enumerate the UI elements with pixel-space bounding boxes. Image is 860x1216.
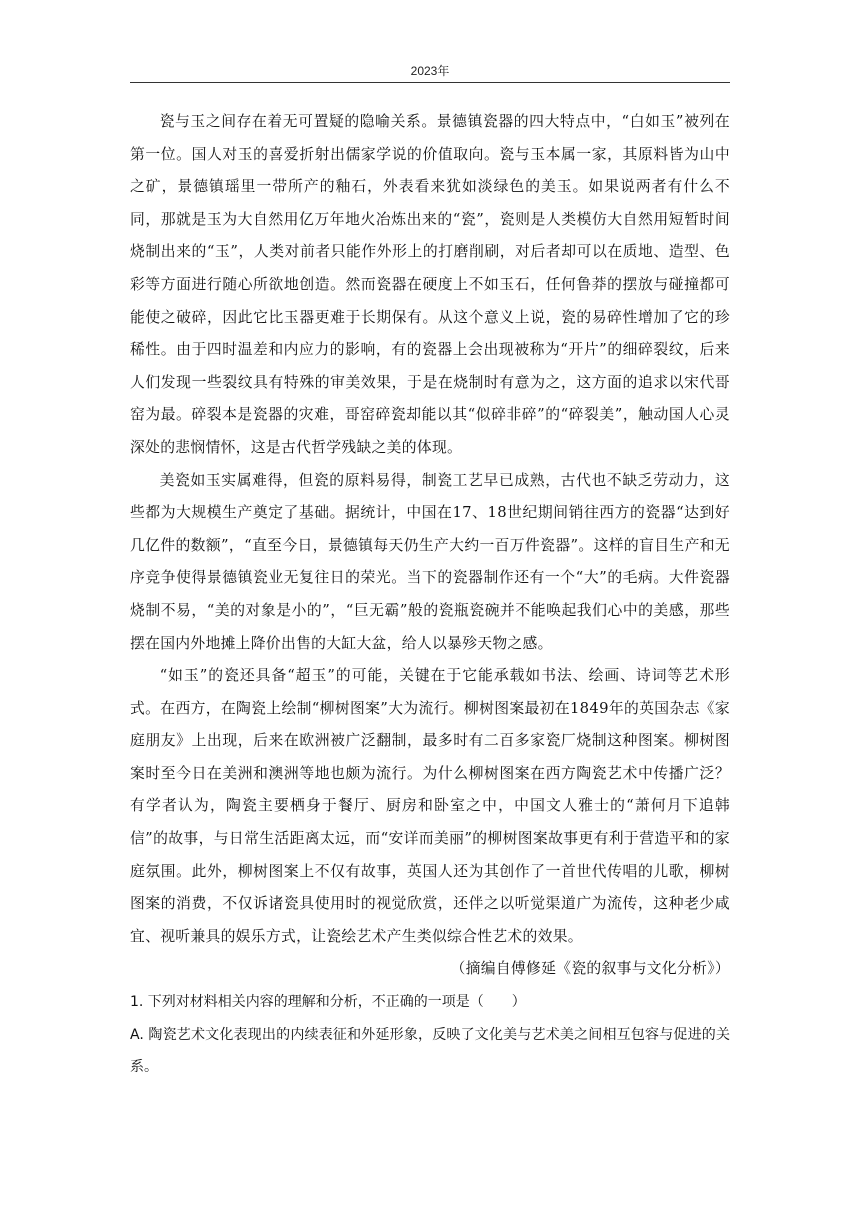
question-1-stem: 1. 下列对材料相关内容的理解和分析，不正确的一项是（ ） — [130, 994, 526, 1011]
passage-paragraph-2: 美瓷如玉实属难得，但瓷的原料易得，制瓷工艺早已成熟，古代也不缺乏劳动力，这些都为大规模生产奠定了基础。据统计，中国在17、18世纪期间销往西方的瓷器“达到好几亿件的数额”，“直至今日，景德镇每天仍生产大约一百万件瓷器”。这样的盲目生产和无序竞争使得景德镇瓷业无复往日的荣光。当下的瓷器制作还有一个“大”的毛病。大件瓷器烧制不易，“美的对象是小的”，“巨无霸”般的瓷瓶瓷碗并不能唤起我们心中的美感，那些摆在国内外地摊上降价出售的大缸大盆，给人以暴殄天物之感。 — [130, 471, 730, 652]
passage-paragraph-1: 瓷与玉之间存在着无可置疑的隐喻关系。景德镇瓷器的四大特点中，“白如玉”被列在第一位。国人对玉的喜爱折射出儒家学说的价值取向。瓷与玉本属一家，其原料皆为山中之矿，景德镇瑶里一带所产的釉石，外表看来犹如淡绿色的美玉。如果说两者有什么不同，那就是玉为大自然用亿万年地火冶炼出来的“瓷”，瓷则是人类模仿大自然用短暂时间烧制出来的“玉”，人类对前者只能作外形上的打磨削刷，对后者却可以在质地、造型、色彩等方面进行随心所欲地创造。然而瓷器在硬度上不如玉石，任何鲁莽的摆放与碰撞都可能使之破碎，因此它比玉器更难于长期保有。从这个意义上说，瓷的易碎性增加了它的珍稀性。由于四时温差和内应力的影响，有的瓷器上会出现被称为“开片”的细碎裂纹，后来人们发现一些裂纹具有特殊的审美效果，于是在烧制时有意为之，这方面的追求以宋代哥窑为最。碎裂本是瓷器的灾难，哥窑碎瓷却能以其“似碎非碎”的“碎裂美”，触动国人心灵深处的悲悯情怀，这是古代哲学残缺之美的体现。 — [130, 113, 730, 456]
question-1-option-a: A. 陶瓷艺术文化表现出的内续表征和外延形象，反映了文化美与艺术美之间相互包容与促进的关系。 — [130, 1026, 730, 1076]
passage-body — [130, 106, 730, 1084]
page-header-year: 2023年 — [410, 64, 450, 78]
header-divider — [130, 82, 730, 83]
passage-paragraph-3: “如玉”的瓷还具备“超玉”的可能，关键在于它能承载如书法、绘画、诗词等艺术形式。在西方，在陶瓷上绘制“柳树图案”大为流行。柳树图案最初在1849年的英国杂志《家庭朋友》上出现，后来在欧洲被广泛翻制，最多时有二百多家瓷厂烧制这种图案。柳树图案时至今日在美洲和澳洲等地也颇为流行。为什么柳树图案在西方陶瓷艺术中传播广泛？有学者认为，陶瓷主要栖身于餐厅、厨房和卧室之中，中国文人雅士的“萧何月下追韩信”的故事，与日常生活距离太远，而“安详而美丽”的柳树图案故事更有利于营造平和的家庭氛围。此外，柳树图案上不仅有故事，英国人还为其创作了一首世代传唱的儿歌，柳树图案的消费，不仅诉诸瓷具使用时的视觉欣赏，还伴之以听觉渠道广为流传，这种老少咸宜、视听兼具的娱乐方式，让瓷绘艺术产生类似综合性艺术的效果。 — [130, 667, 730, 945]
passage-source: （摘编自傅修延《瓷的叙事与文化分析》） — [450, 960, 730, 978]
